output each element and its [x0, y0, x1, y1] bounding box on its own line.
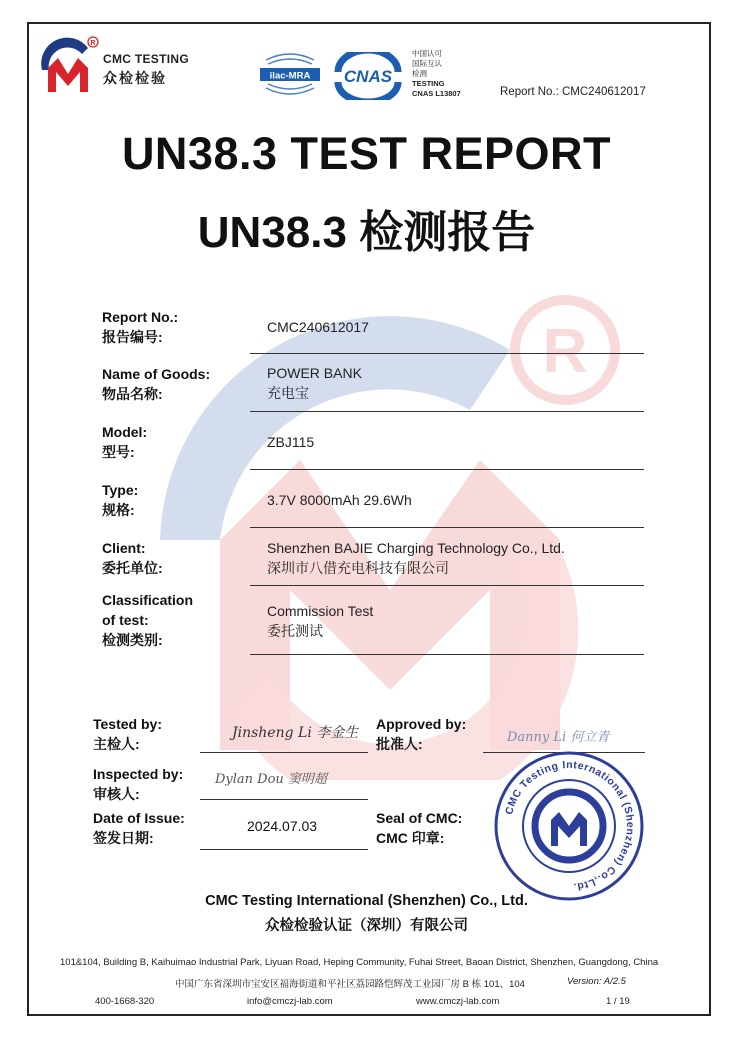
signature-line [200, 752, 368, 753]
svg-text:R: R [542, 317, 588, 386]
field-label-client [102, 538, 163, 578]
page-number: 1 / 19 [606, 996, 630, 1007]
field-label-type [102, 480, 138, 520]
company-seal-icon [493, 750, 645, 902]
signature-line [200, 799, 368, 800]
value-cn: 深圳市八借充电科技有限公司 [267, 560, 449, 576]
seal-label [376, 808, 462, 848]
field-label-report-no [102, 307, 178, 347]
label-cn: 主检人: [93, 736, 140, 752]
document-version: Version: A/2.5 [567, 976, 626, 987]
svg-text:R: R [90, 40, 96, 47]
approved-by-label [376, 714, 466, 754]
label-cn: 委托单位: [102, 560, 163, 576]
value-cn: 委托测试 [267, 623, 323, 639]
field-value-client [267, 538, 565, 578]
title-en: UN38.3 TEST REPORT [121, 128, 612, 179]
title-cn: UN38.3 检测报告 [197, 208, 536, 257]
inspected-by-signature: Dylan Dou 窦明超 [215, 772, 327, 787]
tested-by-signature: Jinsheng Li 李金生 [232, 725, 359, 741]
label-cn: 物品名称: [102, 386, 163, 402]
address-cn: 中国广东省深圳市宝安区福海街道和平社区荔园路恺辉茂工业园厂房 B 栋 101、104 [175, 979, 525, 990]
value-en: Commission Test [267, 603, 374, 619]
label-cn: 型号: [102, 444, 135, 460]
brand-name-en: CMC TESTING [103, 52, 189, 66]
label-en-2: of test: [102, 612, 149, 628]
label-en: Inspected by: [93, 766, 184, 782]
company-name-cn: 众检检验认证（深圳）有限公司 [265, 918, 468, 934]
label-en: Client: [102, 540, 146, 556]
seal-ring-text: CMC Testing International (Shenzhen) Co.,Ltd. [503, 758, 637, 893]
label-cn: 规格: [102, 502, 135, 518]
label-en: Report No.: [102, 309, 179, 325]
date-of-issue-value: 2024.07.03 [247, 818, 318, 834]
label-cn: 签发日期: [93, 830, 154, 846]
cnas-line: 国际互认 [412, 59, 442, 68]
field-value-classification [267, 601, 373, 641]
approved-by-signature: Danny Li 何立青 [507, 730, 610, 745]
cnas-logo-icon [330, 52, 406, 100]
label-en: Model: [102, 424, 148, 440]
label-en: Type: [102, 482, 139, 498]
website-url: www.cmczj-lab.com [416, 996, 500, 1007]
field-value-goods [267, 363, 362, 403]
field-label-goods [102, 364, 210, 404]
divider [250, 585, 644, 586]
header-report-number: Report No.: CMC240612017 [500, 86, 646, 98]
divider [250, 469, 644, 470]
label-en: Seal of CMC: [376, 810, 463, 826]
label-cn: 报告编号: [102, 329, 163, 345]
address-en: 101&104, Building B, Kaihuimao Industrial Park, Liyuan Road, Heping Community, Fuhai Street, Baoan District, Shenzhen, Guangdong, China [60, 957, 659, 968]
field-value-model: ZBJ115 [267, 434, 315, 450]
cnas-line: TESTING [412, 79, 445, 88]
divider [250, 527, 644, 528]
signature-line [200, 849, 368, 850]
field-label-classification [102, 590, 193, 650]
cnas-line: 中国认可 [412, 49, 442, 58]
label-cn: 检测类别: [102, 632, 163, 648]
label-en: Date of Issue: [93, 810, 185, 826]
inspected-by-label [93, 764, 183, 804]
cnas-text: CNAS [343, 67, 393, 86]
company-name-en: CMC Testing International (Shenzhen) Co., Ltd. [205, 893, 528, 909]
cnas-line: CNAS L13807 [412, 89, 461, 98]
date-of-issue-label [93, 808, 185, 848]
email-address: info@cmczj-lab.com [247, 996, 333, 1007]
label-cn: CMC 印章: [376, 830, 445, 846]
tested-by-label [93, 714, 162, 754]
label-en: Approved by: [376, 716, 467, 732]
phone-number: 400-1668-320 [95, 996, 155, 1007]
brand-name-cn: 众检检验 [103, 70, 167, 86]
value-en: POWER BANK [267, 365, 362, 381]
divider [250, 654, 644, 655]
divider [250, 411, 644, 412]
field-label-model [102, 422, 147, 462]
ilac-text: ilac-MRA [269, 70, 311, 82]
cnas-line: 检测 [412, 69, 427, 78]
cnas-accreditation-text [412, 49, 461, 99]
value-cn: 充电宝 [267, 385, 309, 401]
value-en: Shenzhen BAJIE Charging Technology Co., Ltd. [267, 540, 565, 556]
label-cn: 审核人: [93, 786, 140, 802]
label-en: Tested by: [93, 716, 162, 732]
field-value-report-no: CMC240612017 [267, 319, 369, 335]
label-cn: 批准人: [376, 736, 423, 752]
label-en: Classification [102, 592, 194, 608]
field-value-type: 3.7V 8000mAh 29.6Wh [267, 492, 412, 508]
label-en: Name of Goods: [102, 366, 211, 382]
cmc-logo-icon [36, 34, 100, 98]
divider [250, 353, 644, 354]
ilac-mra-logo-icon [258, 50, 322, 98]
